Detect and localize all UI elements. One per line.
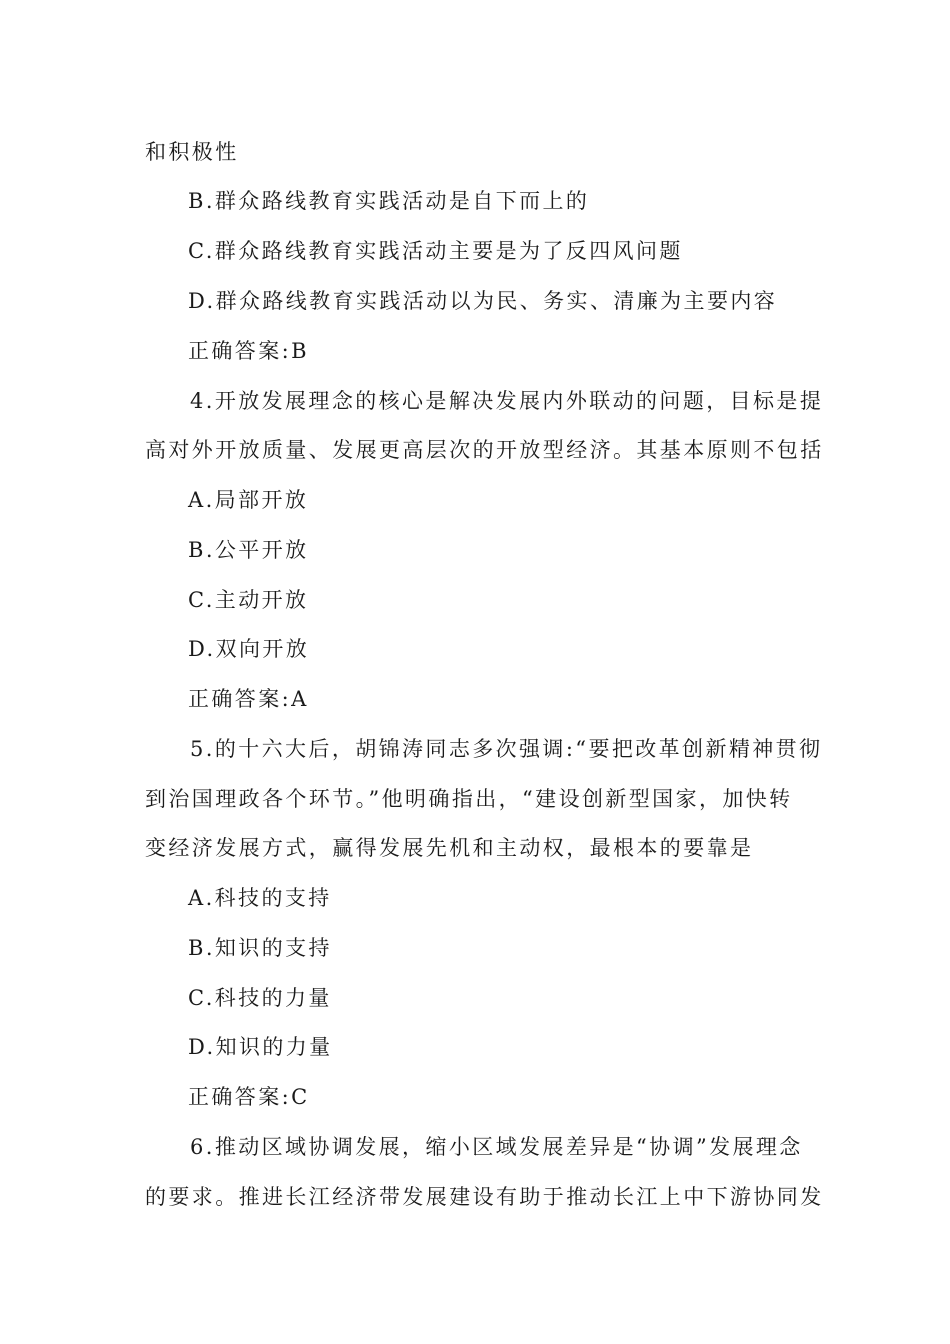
question-4-text: 4.开放发展理念的核心是解决发展内外联动的问题，目标是提 — [190, 389, 824, 413]
question-5-text-cont: 变经济发展方式，赢得发展先机和主动权，最根本的要靠是 — [145, 836, 754, 860]
option-d: D.双向开放 — [188, 637, 310, 661]
option-b: B.知识的支持 — [188, 936, 332, 960]
question-4-text-cont: 高对外开放质量、发展更高层次的开放型经济。其基本原则不包括 — [145, 438, 824, 462]
question-5-text-cont: 到治国理政各个环节。”他明确指出，“建设创新型国家，加快转 — [145, 787, 793, 811]
option-a: A.科技的支持 — [188, 886, 332, 910]
option-c: C.主动开放 — [188, 588, 309, 612]
answer-line: 正确答案:B — [188, 339, 309, 363]
option-a: A.局部开放 — [188, 488, 309, 512]
question-6-text-cont: 的要求。推进长江经济带发展建设有助于推动长江上中下游协同发 — [145, 1185, 824, 1209]
option-c: C.科技的力量 — [188, 986, 332, 1010]
question-3-continuation: 和积极性 — [145, 140, 239, 164]
option-d: D.群众路线教育实践活动以为民、务实、清廉为主要内容 — [188, 289, 778, 313]
option-d: D.知识的力量 — [188, 1035, 333, 1059]
option-c: C.群众路线教育实践活动主要是为了反四风问题 — [188, 239, 683, 263]
answer-line: 正确答案:A — [188, 687, 309, 711]
option-b: B.公平开放 — [188, 538, 309, 562]
answer-line: 正确答案:C — [188, 1085, 310, 1109]
option-b: B.群众路线教育实践活动是自下而上的 — [188, 189, 590, 213]
question-6-text: 6.推动区域协调发展，缩小区域发展差异是“协调”发展理念 — [190, 1135, 803, 1159]
question-5-text: 5.的十六大后，胡锦涛同志多次强调:“要把改革创新精神贯彻 — [190, 737, 823, 761]
